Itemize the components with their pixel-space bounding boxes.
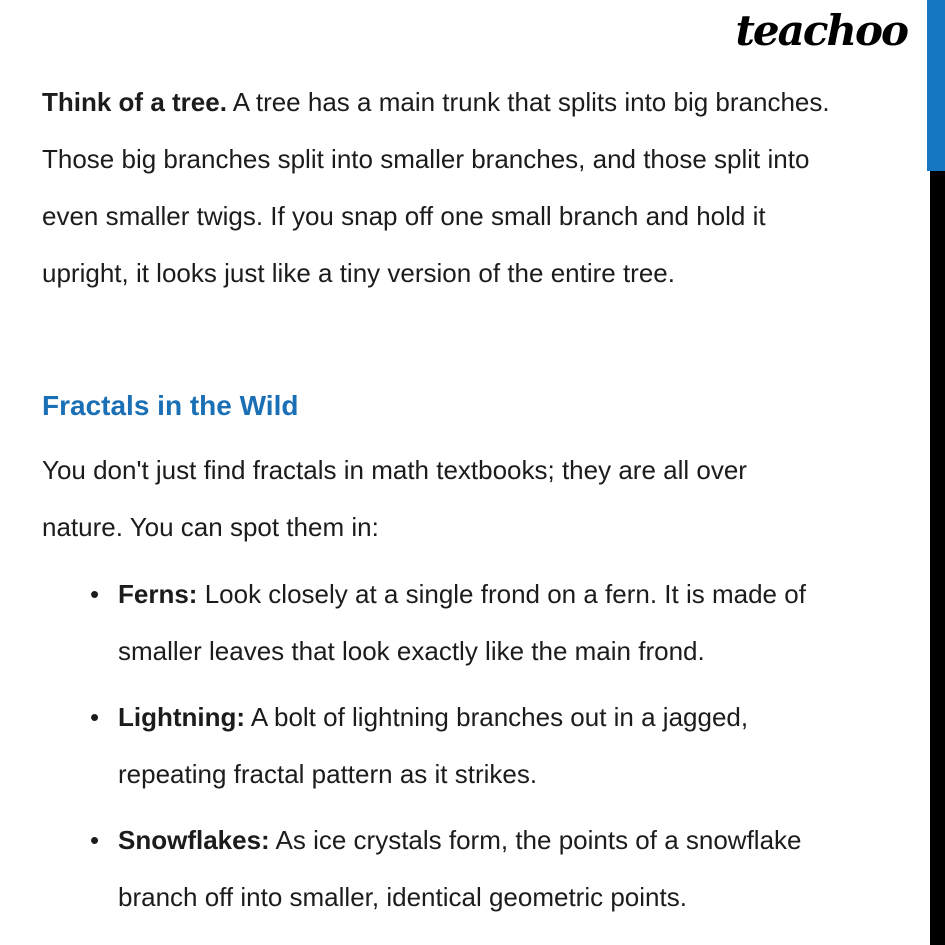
black-edge-bar xyxy=(930,171,945,945)
intro-line1-rest: A tree has a main trunk that splits into big branches. xyxy=(226,87,830,117)
paragraph-line: upright, it looks just like a tiny version of the entire tree. xyxy=(42,258,675,288)
bullet-icon: • xyxy=(90,702,100,732)
bullet-line1-rest: A bolt of lightning branches out in a jagged, xyxy=(245,702,749,732)
bullet-label: Lightning: xyxy=(118,702,246,732)
bullet-item-snowflakes xyxy=(42,812,927,926)
bullet-line1-rest: Look closely at a single frond on a fern. It is made of xyxy=(197,579,806,609)
paragraph-line xyxy=(118,566,927,623)
paragraph-line: You don't just find fractals in math textbooks; they are all over xyxy=(42,455,747,485)
paragraph-line: repeating fractal pattern as it strikes. xyxy=(118,759,538,789)
bullet-text xyxy=(118,566,927,680)
intro-paragraph xyxy=(42,74,927,302)
bullet-icon: • xyxy=(90,579,100,609)
paragraph-line: branch off into smaller, identical geometric points. xyxy=(118,882,687,912)
paragraph-line xyxy=(118,689,927,746)
paragraph-line xyxy=(118,812,927,869)
bullet-item-ferns xyxy=(42,566,927,680)
paragraph-line: smaller leaves that look exactly like the main frond. xyxy=(118,636,705,666)
bullet-text xyxy=(118,812,927,926)
blue-edge-bar xyxy=(927,0,945,171)
paragraph-line: Those big branches split into smaller branches, and those split into xyxy=(42,144,810,174)
bullet-label: Ferns: xyxy=(118,579,198,609)
section-heading: Fractals in the Wild xyxy=(42,390,299,421)
bullet-text xyxy=(118,689,927,803)
paragraph-line: even smaller twigs. If you snap off one small branch and hold it xyxy=(42,201,766,231)
section-intro-paragraph xyxy=(42,442,927,556)
bullet-label: Snowflakes: xyxy=(118,825,270,855)
document-content xyxy=(42,74,927,926)
intro-lead-bold: Think of a tree. xyxy=(42,87,227,117)
paragraph-line xyxy=(42,74,927,131)
bullet-item-lightning xyxy=(42,689,927,803)
bullet-line1-rest: As ice crystals form, the points of a snowflake xyxy=(269,825,802,855)
teachoo-logo: teachoo xyxy=(735,6,907,55)
bullet-icon: • xyxy=(90,825,100,855)
paragraph-line: nature. You can spot them in: xyxy=(42,512,379,542)
